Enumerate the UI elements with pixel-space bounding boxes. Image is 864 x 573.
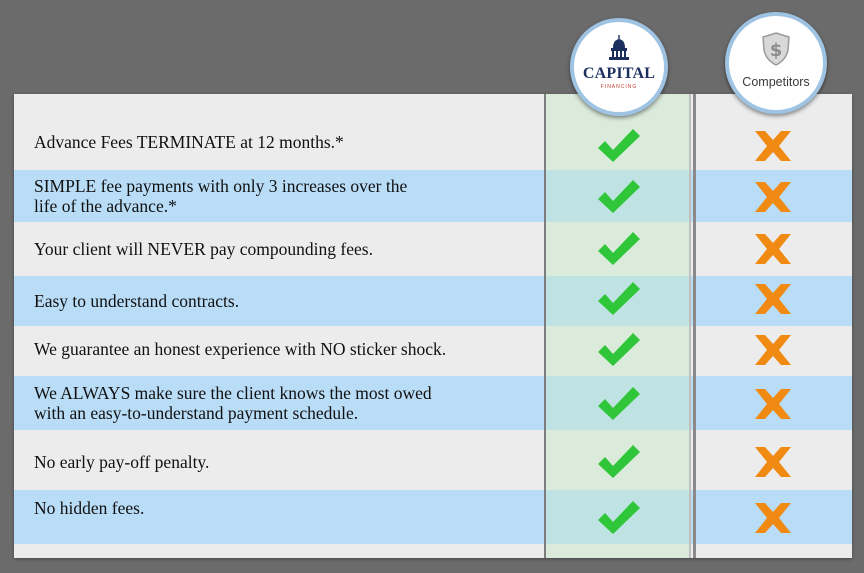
table-row — [14, 326, 852, 374]
table-row — [14, 224, 852, 274]
table-row — [14, 276, 852, 326]
capital-logo-subtext: FINANCING — [600, 84, 638, 90]
row-text: No hidden fees. — [34, 498, 145, 518]
row-text: We ALWAYS make sure the client knows the most owed with an easy-to-understand payment schedule. — [34, 383, 432, 423]
check-icon — [594, 126, 642, 166]
row-text: No early pay-off penalty. — [34, 452, 210, 472]
cross-icon — [751, 231, 795, 267]
check-icon — [594, 442, 642, 482]
cross-icon — [751, 179, 795, 215]
capital-logo-badge — [570, 18, 668, 116]
row-text: Your client will NEVER pay compounding fees. — [34, 239, 373, 259]
cross-icon — [751, 444, 795, 480]
row-text: Easy to understand contracts. — [34, 291, 240, 311]
table-row — [14, 490, 852, 544]
table-row — [14, 432, 852, 488]
shield-dollar-icon — [761, 32, 791, 66]
row-text: SIMPLE fee payments with only 3 increases over the life of the advance.* — [34, 176, 408, 216]
check-icon — [594, 229, 642, 269]
column-divider — [693, 94, 696, 558]
row-text: We guarantee an honest experience with NO sticker shock. — [34, 339, 447, 359]
cross-icon — [751, 281, 795, 317]
table-row — [14, 118, 852, 166]
check-icon — [594, 279, 642, 319]
capital-logo-text: CAPITAL — [582, 65, 656, 82]
comparison-table — [14, 94, 852, 558]
cross-icon — [751, 128, 795, 164]
capitol-dome-icon — [607, 35, 631, 61]
cross-icon — [751, 332, 795, 368]
cross-icon — [751, 386, 795, 422]
svg-text:$: $ — [769, 40, 783, 61]
table-row — [14, 376, 852, 430]
table-row — [14, 170, 852, 222]
competitors-badge — [725, 12, 827, 114]
check-icon — [594, 177, 642, 217]
check-icon — [594, 330, 642, 370]
check-icon — [594, 384, 642, 424]
row-text: Advance Fees TERMINATE at 12 months.* — [34, 132, 344, 152]
competitors-label: Competitors — [742, 75, 810, 89]
cross-icon — [751, 500, 795, 536]
check-icon — [594, 498, 642, 538]
